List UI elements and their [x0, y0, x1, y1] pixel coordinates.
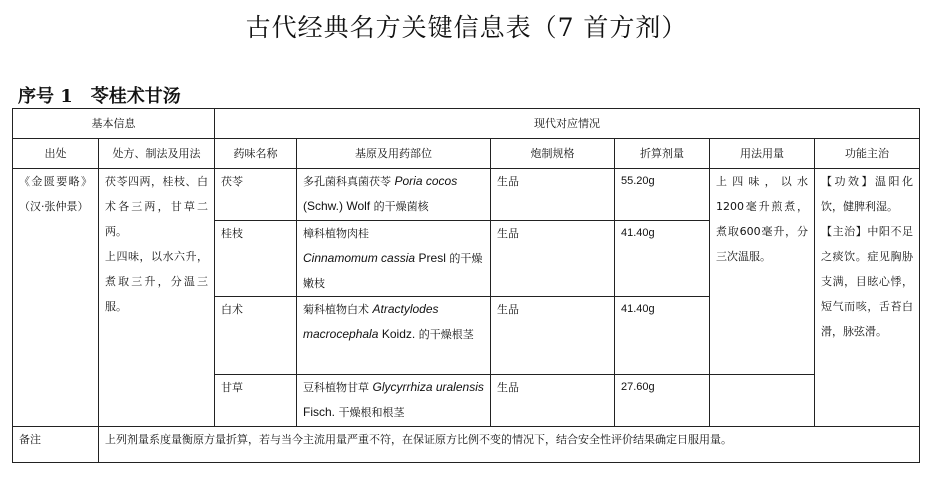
origin-prefix: 多孔菌科真菌茯苓	[303, 175, 391, 188]
origin-prefix: 樟科植物肉桂	[303, 227, 369, 240]
processing-cell: 生品	[491, 297, 615, 375]
section-number: 序号 1	[18, 86, 73, 107]
herb-row	[13, 169, 920, 221]
column-header-row	[13, 139, 920, 169]
section-heading	[18, 82, 181, 108]
origin-suffix: 的干燥菌核	[373, 200, 429, 213]
origin-prefix: 豆科植物甘草	[303, 381, 369, 394]
latin-name: Poria cocos	[394, 174, 458, 188]
dosage-cell: 41.40g	[615, 297, 710, 375]
function-indication: 【主治】中阳不足之痰饮。症见胸胁支满，目眩心悸，短气而咳，舌苔白滑，脉弦滑。	[821, 225, 914, 338]
origin-suffix: 干燥根和根茎	[338, 406, 405, 419]
usage-cell: 上四味，以水1200毫升煎煮，煮取600毫升，分三次温服。	[710, 169, 815, 375]
herb-name-cell: 茯苓	[215, 169, 297, 221]
latin-name: Cinnamomum cassia	[303, 251, 416, 265]
dosage-cell: 27.60g	[615, 375, 710, 427]
col-header-prescription: 处方、制法及用法	[99, 139, 215, 169]
section-name: 苓桂术甘汤	[90, 86, 181, 107]
processing-cell: 生品	[491, 375, 615, 427]
herb-name-cell: 桂枝	[215, 221, 297, 297]
processing-cell: 生品	[491, 221, 615, 297]
usage-empty-cell	[710, 375, 815, 427]
herb-name-cell: 甘草	[215, 375, 297, 427]
col-header-function: 功能主治	[815, 139, 920, 169]
dosage-cell: 41.40g	[615, 221, 710, 297]
latin-author: Fisch.	[303, 405, 336, 419]
latin-author: Koidz.	[381, 327, 416, 341]
col-header-processing: 炮制规格	[491, 139, 615, 169]
key-info-table	[12, 108, 920, 463]
document-title: 古代经典名方关键信息表（7 首方剂）	[245, 13, 688, 42]
group-header-modern: 现代对应情况	[215, 109, 920, 139]
herb-origin-cell	[297, 169, 491, 221]
col-header-usage: 用法用量	[710, 139, 815, 169]
note-label: 备注	[13, 427, 99, 463]
prescription-method: 上四味，以水六升，煮取三升，分温三服。	[105, 250, 208, 313]
processing-cell: 生品	[491, 169, 615, 221]
note-row	[13, 427, 920, 463]
latin-name: Atractylodes macrocephala	[303, 302, 439, 341]
prescription-composition: 茯苓四两，桂枝、白术各三两，甘草二两。	[105, 175, 208, 238]
group-header-basic: 基本信息	[13, 109, 215, 139]
source-cell: 《金匮要略》（汉·张仲景）	[13, 169, 99, 427]
function-cell	[815, 169, 920, 427]
origin-prefix: 菊科植物白术	[303, 303, 369, 316]
latin-author: Presl	[418, 251, 446, 265]
col-header-herb-name: 药味名称	[215, 139, 297, 169]
col-header-source: 出处	[13, 139, 99, 169]
dosage-cell: 55.20g	[615, 169, 710, 221]
herb-name-cell: 白术	[215, 297, 297, 375]
herb-origin-cell	[297, 221, 491, 297]
herb-origin-cell	[297, 375, 491, 427]
latin-author: (Schw.) Wolf	[303, 199, 371, 213]
prescription-cell	[99, 169, 215, 427]
origin-suffix: 的干燥根茎	[418, 328, 474, 341]
origin-suffix: 的干燥嫩枝	[303, 252, 483, 290]
col-header-origin: 基原及用药部位	[297, 139, 491, 169]
col-header-dosage: 折算剂量	[615, 139, 710, 169]
note-text: 上列剂量系度量衡原方量折算，若与当今主流用量严重不符，在保证原方比例不变的情况下，结合安全性评价结果确定日服用量。	[99, 427, 920, 463]
function-effect: 【功效】温阳化饮，健脾利湿。	[821, 175, 914, 213]
herb-origin-cell	[297, 297, 491, 375]
group-header-row	[13, 109, 920, 139]
latin-name: Glycyrrhiza uralensis	[372, 380, 484, 394]
